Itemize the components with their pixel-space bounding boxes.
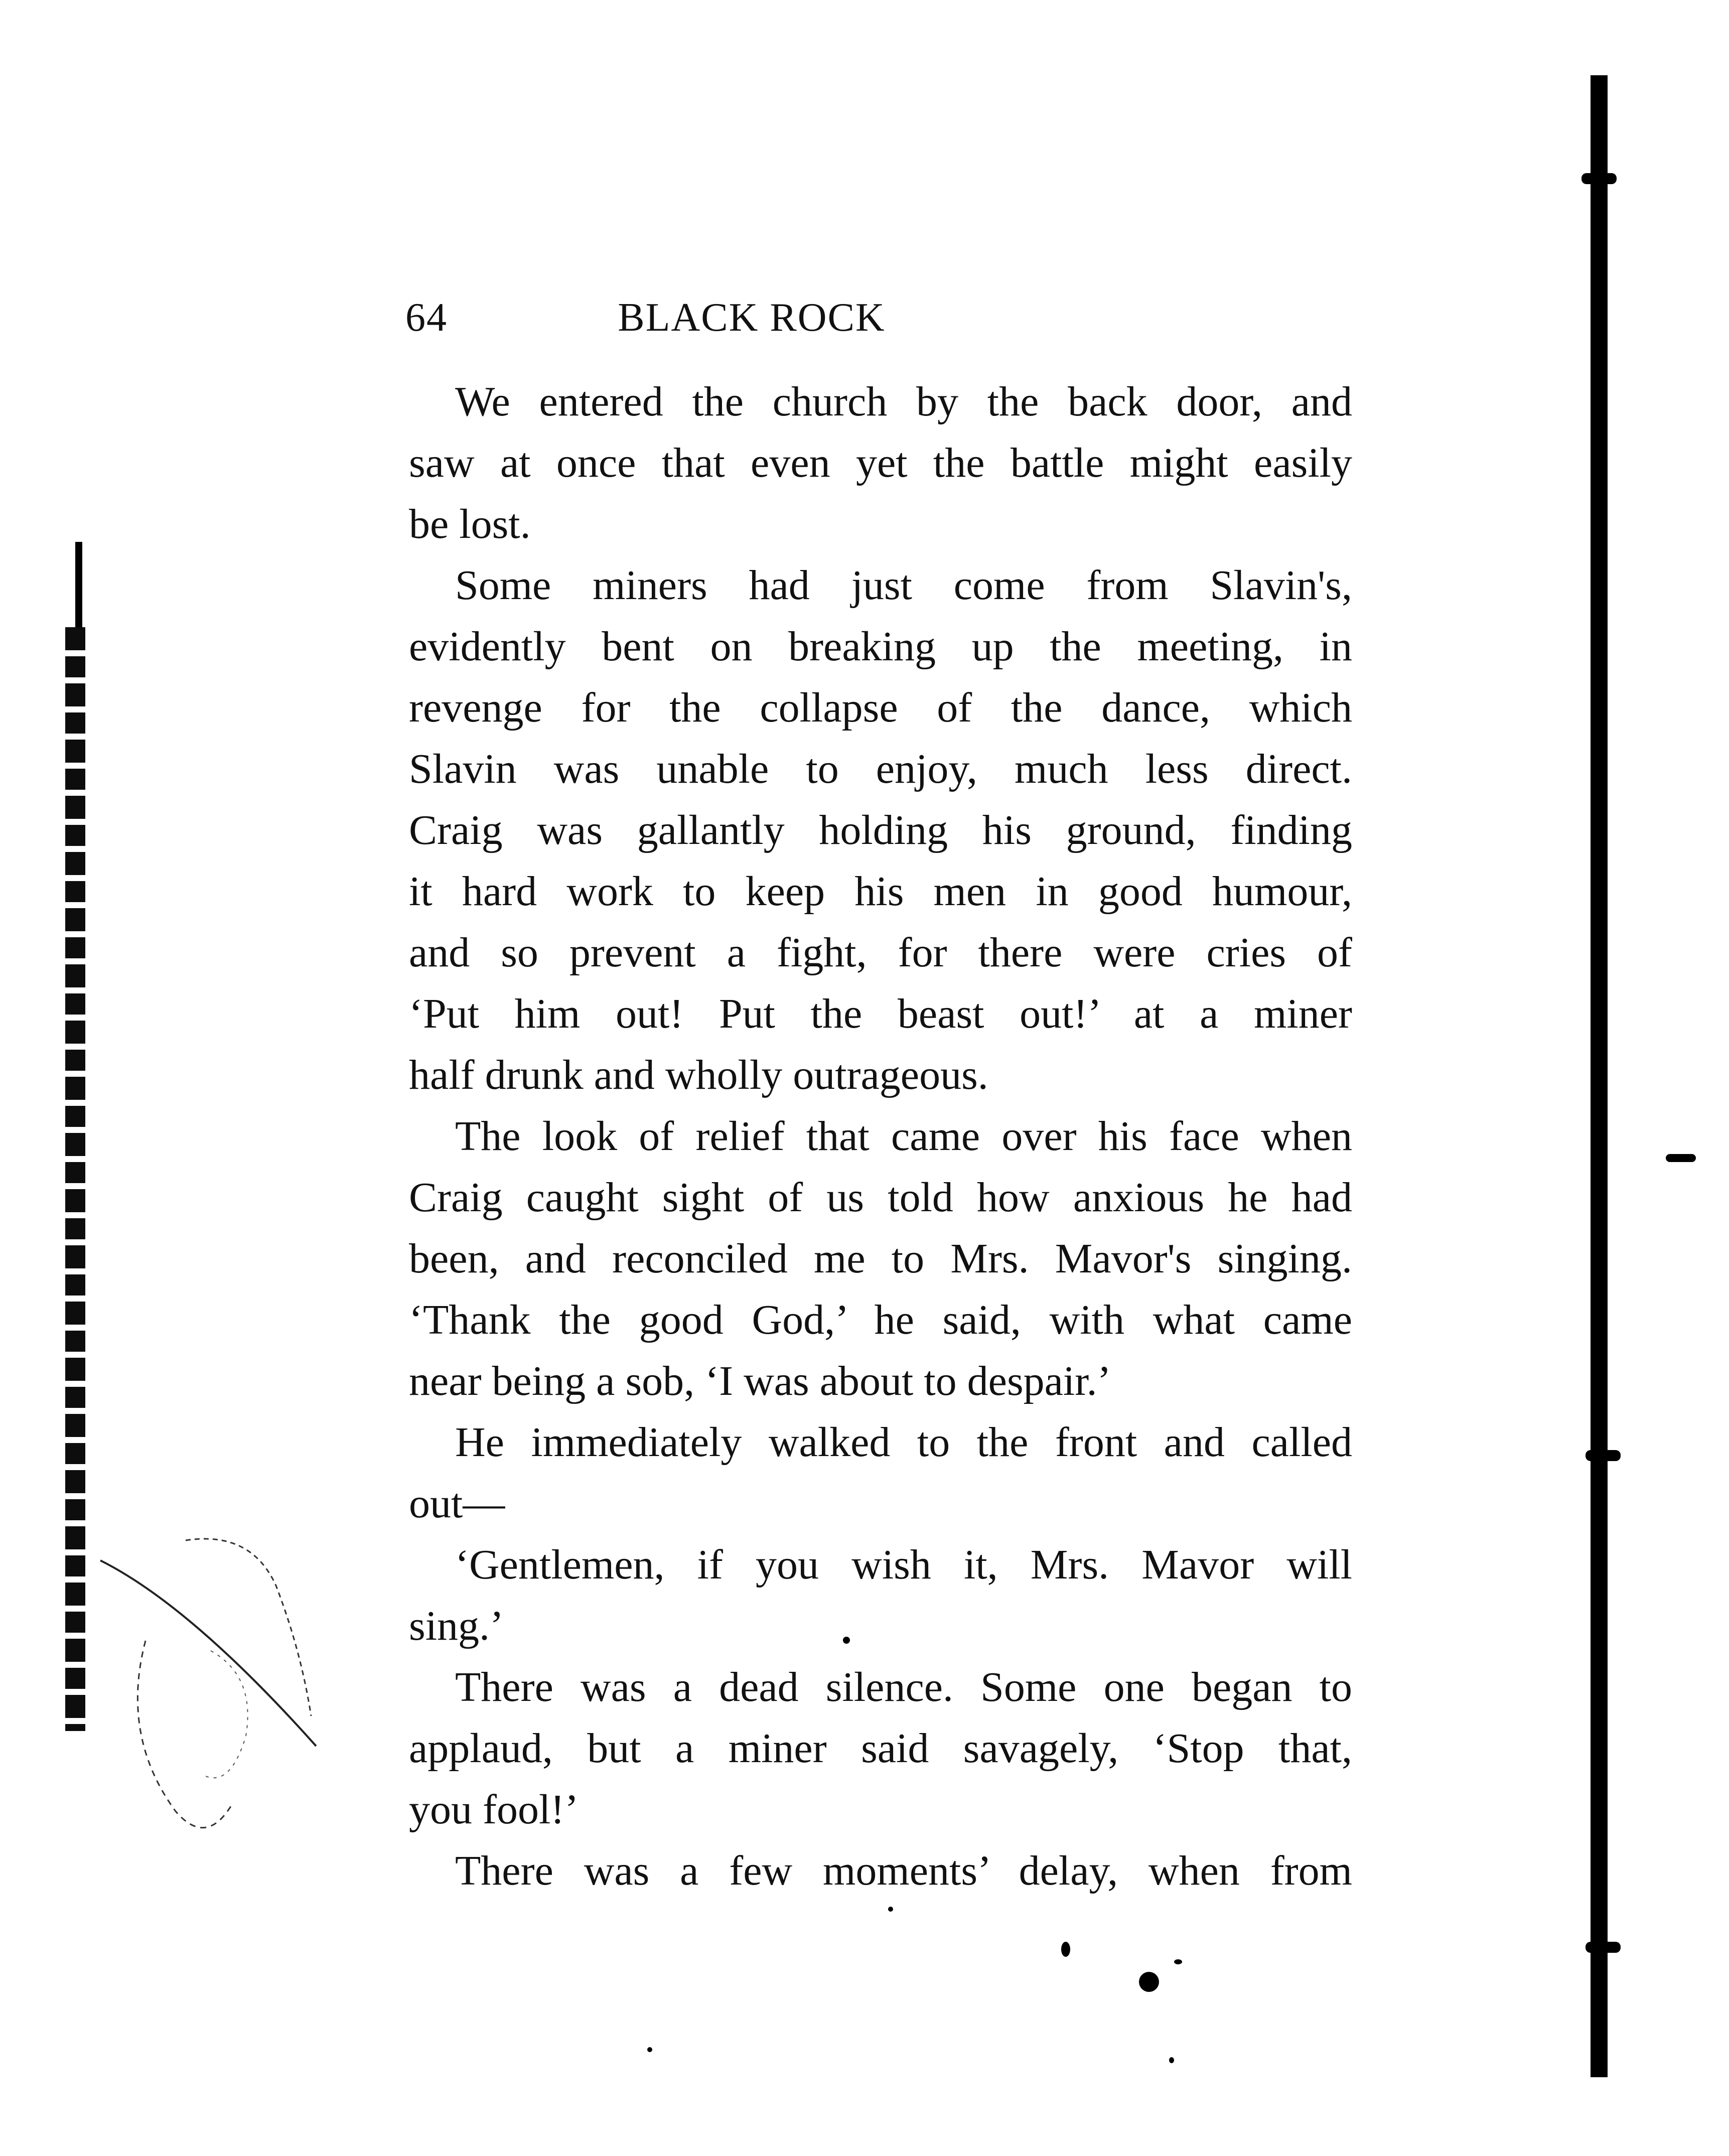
text-line: Slavin was unable to enjoy, much less direct. xyxy=(409,746,1352,792)
text-line: Some miners had just come from Slavin's, xyxy=(455,562,1352,609)
text-line: ‘Put him out! Put the beast out!’ at a miner xyxy=(409,990,1352,1037)
text-line: Craig was gallantly holding his ground, finding xyxy=(409,807,1352,853)
text-line: and so prevent a fight, for there were cries of xyxy=(409,929,1352,976)
text-line: been, and reconciled me to Mrs. Mavor's singing. xyxy=(409,1235,1352,1282)
text-line: half drunk and wholly outrageous. xyxy=(409,1052,988,1098)
text-line: it hard work to keep his men in good humour, xyxy=(409,868,1352,915)
text-line: out— xyxy=(409,1480,505,1527)
ink-mark xyxy=(1666,1154,1696,1162)
text-line: We entered the church by the back door, and xyxy=(455,378,1352,425)
ink-spot xyxy=(1139,1972,1159,1992)
left-gutter-shadow xyxy=(65,627,85,1731)
text-line: There was a dead silence. Some one began to xyxy=(455,1664,1352,1710)
ink-spot xyxy=(1169,2057,1174,2063)
text-line: saw at once that even yet the battle might easily xyxy=(409,440,1352,486)
text-line: evidently bent on breaking up the meeting, in xyxy=(409,623,1352,670)
text-line: applaud, but a miner said savagely, ‘Stop that, xyxy=(409,1725,1352,1772)
page-number: 64 xyxy=(405,296,448,340)
page-header xyxy=(405,295,1028,345)
text-line: There was a few moments’ delay, when from xyxy=(455,1847,1352,1894)
text-line: you fool!’ xyxy=(409,1786,579,1833)
body-text xyxy=(409,371,1352,1902)
text-line: Craig caught sight of us told how anxious he had xyxy=(409,1174,1352,1221)
text-line: ‘Thank the good God,’ he said, with what came xyxy=(409,1297,1352,1343)
right-binding-edge xyxy=(1591,75,1608,2077)
running-title: BLACK ROCK xyxy=(618,296,886,340)
text-line: The look of relief that came over his face when xyxy=(455,1113,1352,1160)
ink-spot xyxy=(888,1907,893,1912)
ink-spot xyxy=(647,2047,652,2052)
text-line: near being a sob, ‘I was about to despair.’ xyxy=(409,1358,1111,1404)
binding-knob xyxy=(1586,1450,1621,1461)
pencil-scribble xyxy=(90,1525,341,1846)
text-line: ‘Gentlemen, if you wish it, Mrs. Mavor will xyxy=(455,1541,1352,1588)
text-line: sing.’ xyxy=(409,1603,504,1649)
ink-spot xyxy=(1174,1959,1182,1964)
binding-knob xyxy=(1586,1942,1621,1953)
binding-knob xyxy=(1581,173,1617,184)
left-gutter-shadow xyxy=(75,542,82,627)
text-line: be lost. xyxy=(409,501,531,547)
ink-spot xyxy=(1061,1942,1070,1957)
text-line: He immediately walked to the front and called xyxy=(455,1419,1352,1466)
text-line: revenge for the collapse of the dance, which xyxy=(409,684,1352,731)
